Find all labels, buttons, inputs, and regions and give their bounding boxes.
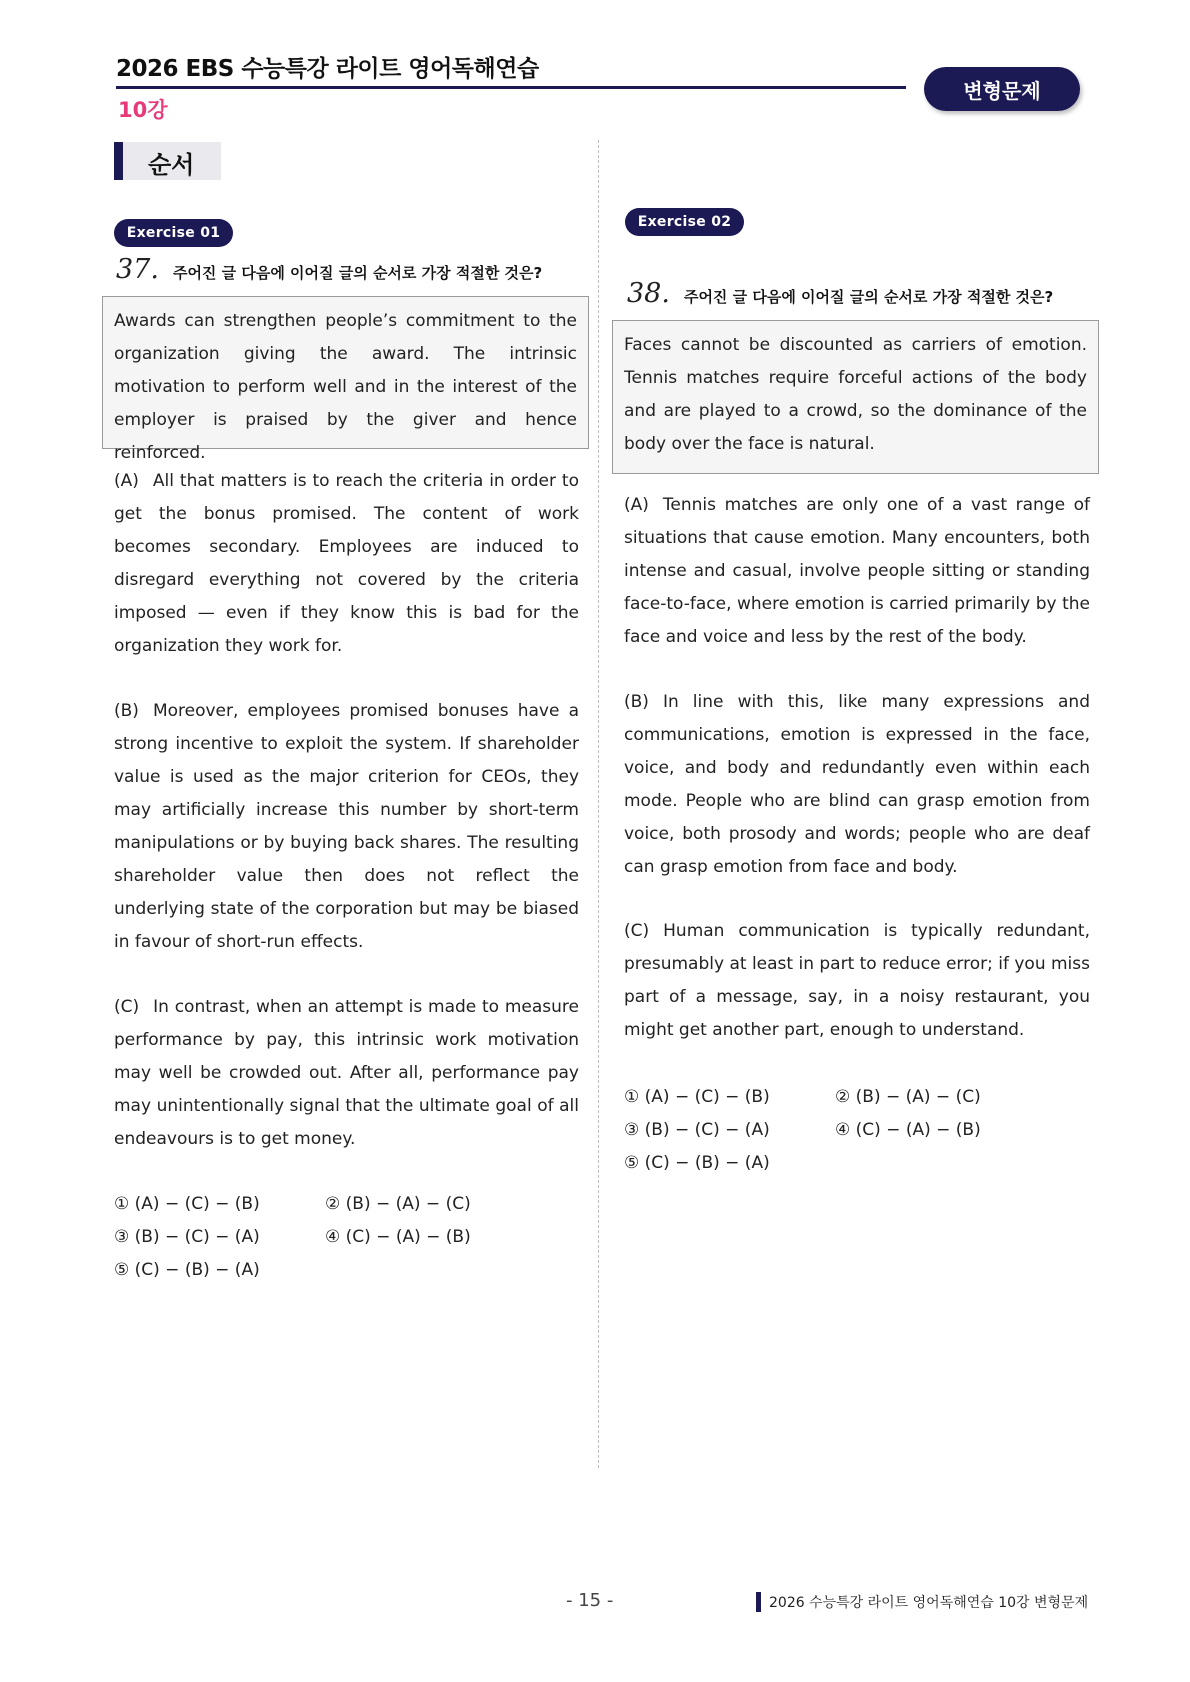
choice-5[interactable]: ⑤ (C) − (B) − (A) (114, 1260, 260, 1280)
exercise-badge-01: Exercise 01 (114, 219, 233, 247)
passage-tag: (B) (624, 692, 649, 712)
footer-bar (756, 1592, 761, 1612)
lecture-number: 10강 (118, 98, 168, 122)
given-passage-box: Faces cannot be discounted as carriers of emotion. Tennis matches require forceful actions of the body and are played to a crowd, so the dominance of the body over the face is natural. (612, 320, 1099, 474)
passage-text: Tennis matches are only one of a vast range of situations that cause emotion. Many encounters, both intense and casual, involve people sitting or standing face-to-face, where emotion is carried primarily by the face and voice and less by the rest of the body. (624, 495, 1090, 647)
passage-text: In line with this, like many expressions and communications, emotion is expressed in the face, voice, and body and redundantly even within each mode. People who are blind can grasp emotion from voice, both prosody and words; people who are deaf can grasp emotion from face and body. (624, 692, 1090, 877)
passage-tag: (C) (624, 921, 650, 941)
choice-4[interactable]: ④ (C) − (A) − (B) (835, 1120, 981, 1140)
column-divider (598, 140, 599, 1468)
passage-c (624, 915, 1090, 1047)
footer (756, 1592, 1088, 1612)
question-prompt: 주어진 글 다음에 이어질 글의 순서로 가장 적절한 것은? (172, 264, 543, 282)
answer-choices (624, 1081, 981, 1180)
choice-3[interactable]: ③ (B) − (C) − (A) (114, 1227, 260, 1247)
question-header-38 (627, 278, 1053, 309)
choice-1[interactable]: ① (A) − (C) − (B) (114, 1194, 260, 1214)
passage-b (624, 686, 1090, 884)
question-number: 38. (627, 278, 670, 309)
section-label: 순서 (148, 151, 195, 179)
exercise-badge-02: Exercise 02 (625, 208, 744, 236)
passage-tag: (A) (114, 471, 139, 491)
passage-a (624, 489, 1090, 654)
question-header-37 (116, 254, 542, 285)
answer-choices (114, 1188, 471, 1287)
problem-type-badge: 변형문제 (924, 67, 1080, 111)
page-number: - 15 - (566, 1590, 614, 1611)
choice-4[interactable]: ④ (C) − (A) − (B) (325, 1227, 471, 1247)
header-rule (116, 86, 906, 89)
passage-tag: (C) (114, 997, 140, 1017)
question-number: 37. (116, 254, 159, 285)
section-tab-bar (114, 142, 123, 180)
passage-b (114, 695, 579, 959)
passage-text: All that matters is to reach the criteria in order to get the bonus promised. The content of work becomes secondary. Employees are induced to disregard everything not covered by the criteria imposed — even if they know this is bad for the organization they work for. (114, 471, 579, 656)
passage-tag: (A) (624, 495, 649, 515)
section-tab (114, 142, 221, 180)
choice-1[interactable]: ① (A) − (C) − (B) (624, 1087, 770, 1107)
passage-text: Human communication is typically redundant, presumably at least in part to reduce error; if you miss part of a message, say, in a noisy restaurant, you might get another part, enough to understand. (624, 921, 1090, 1040)
choice-5[interactable]: ⑤ (C) − (B) − (A) (624, 1153, 770, 1173)
choice-2[interactable]: ② (B) − (A) − (C) (325, 1194, 471, 1214)
passage-tag: (B) (114, 701, 139, 721)
question-prompt: 주어진 글 다음에 이어질 글의 순서로 가장 적절한 것은? (683, 288, 1054, 306)
footer-text: 2026 수능특강 라이트 영어독해연습 10강 변형문제 (769, 1595, 1089, 1611)
choice-3[interactable]: ③ (B) − (C) − (A) (624, 1120, 770, 1140)
passage-a (114, 465, 579, 663)
passage-c (114, 991, 579, 1156)
given-passage-box: Awards can strengthen people’s commitment to the organization giving the award. The intrinsic motivation to perform well and in the interest of the employer is praised by the giver and hence reinforced. (102, 296, 589, 449)
document-title: 2026 EBS 수능특강 라이트 영어독해연습 (116, 56, 539, 82)
passage-text: In contrast, when an attempt is made to measure performance by pay, this intrinsic work motivation may well be crowded out. After all, performance pay may unintentionally signal that the ultimate goal of all endeavours is to get money. (114, 997, 579, 1149)
passage-text: Moreover, employees promised bonuses have a strong incentive to exploit the system. If shareholder value is used as the major criterion for CEOs, they may artificially increase this number by short-term manipulations or by buying back shares. The resulting shareholder value then does not reflect the underlying state of the corporation but may be biased in favour of short-run effects. (114, 701, 579, 952)
choice-2[interactable]: ② (B) − (A) − (C) (835, 1087, 981, 1107)
